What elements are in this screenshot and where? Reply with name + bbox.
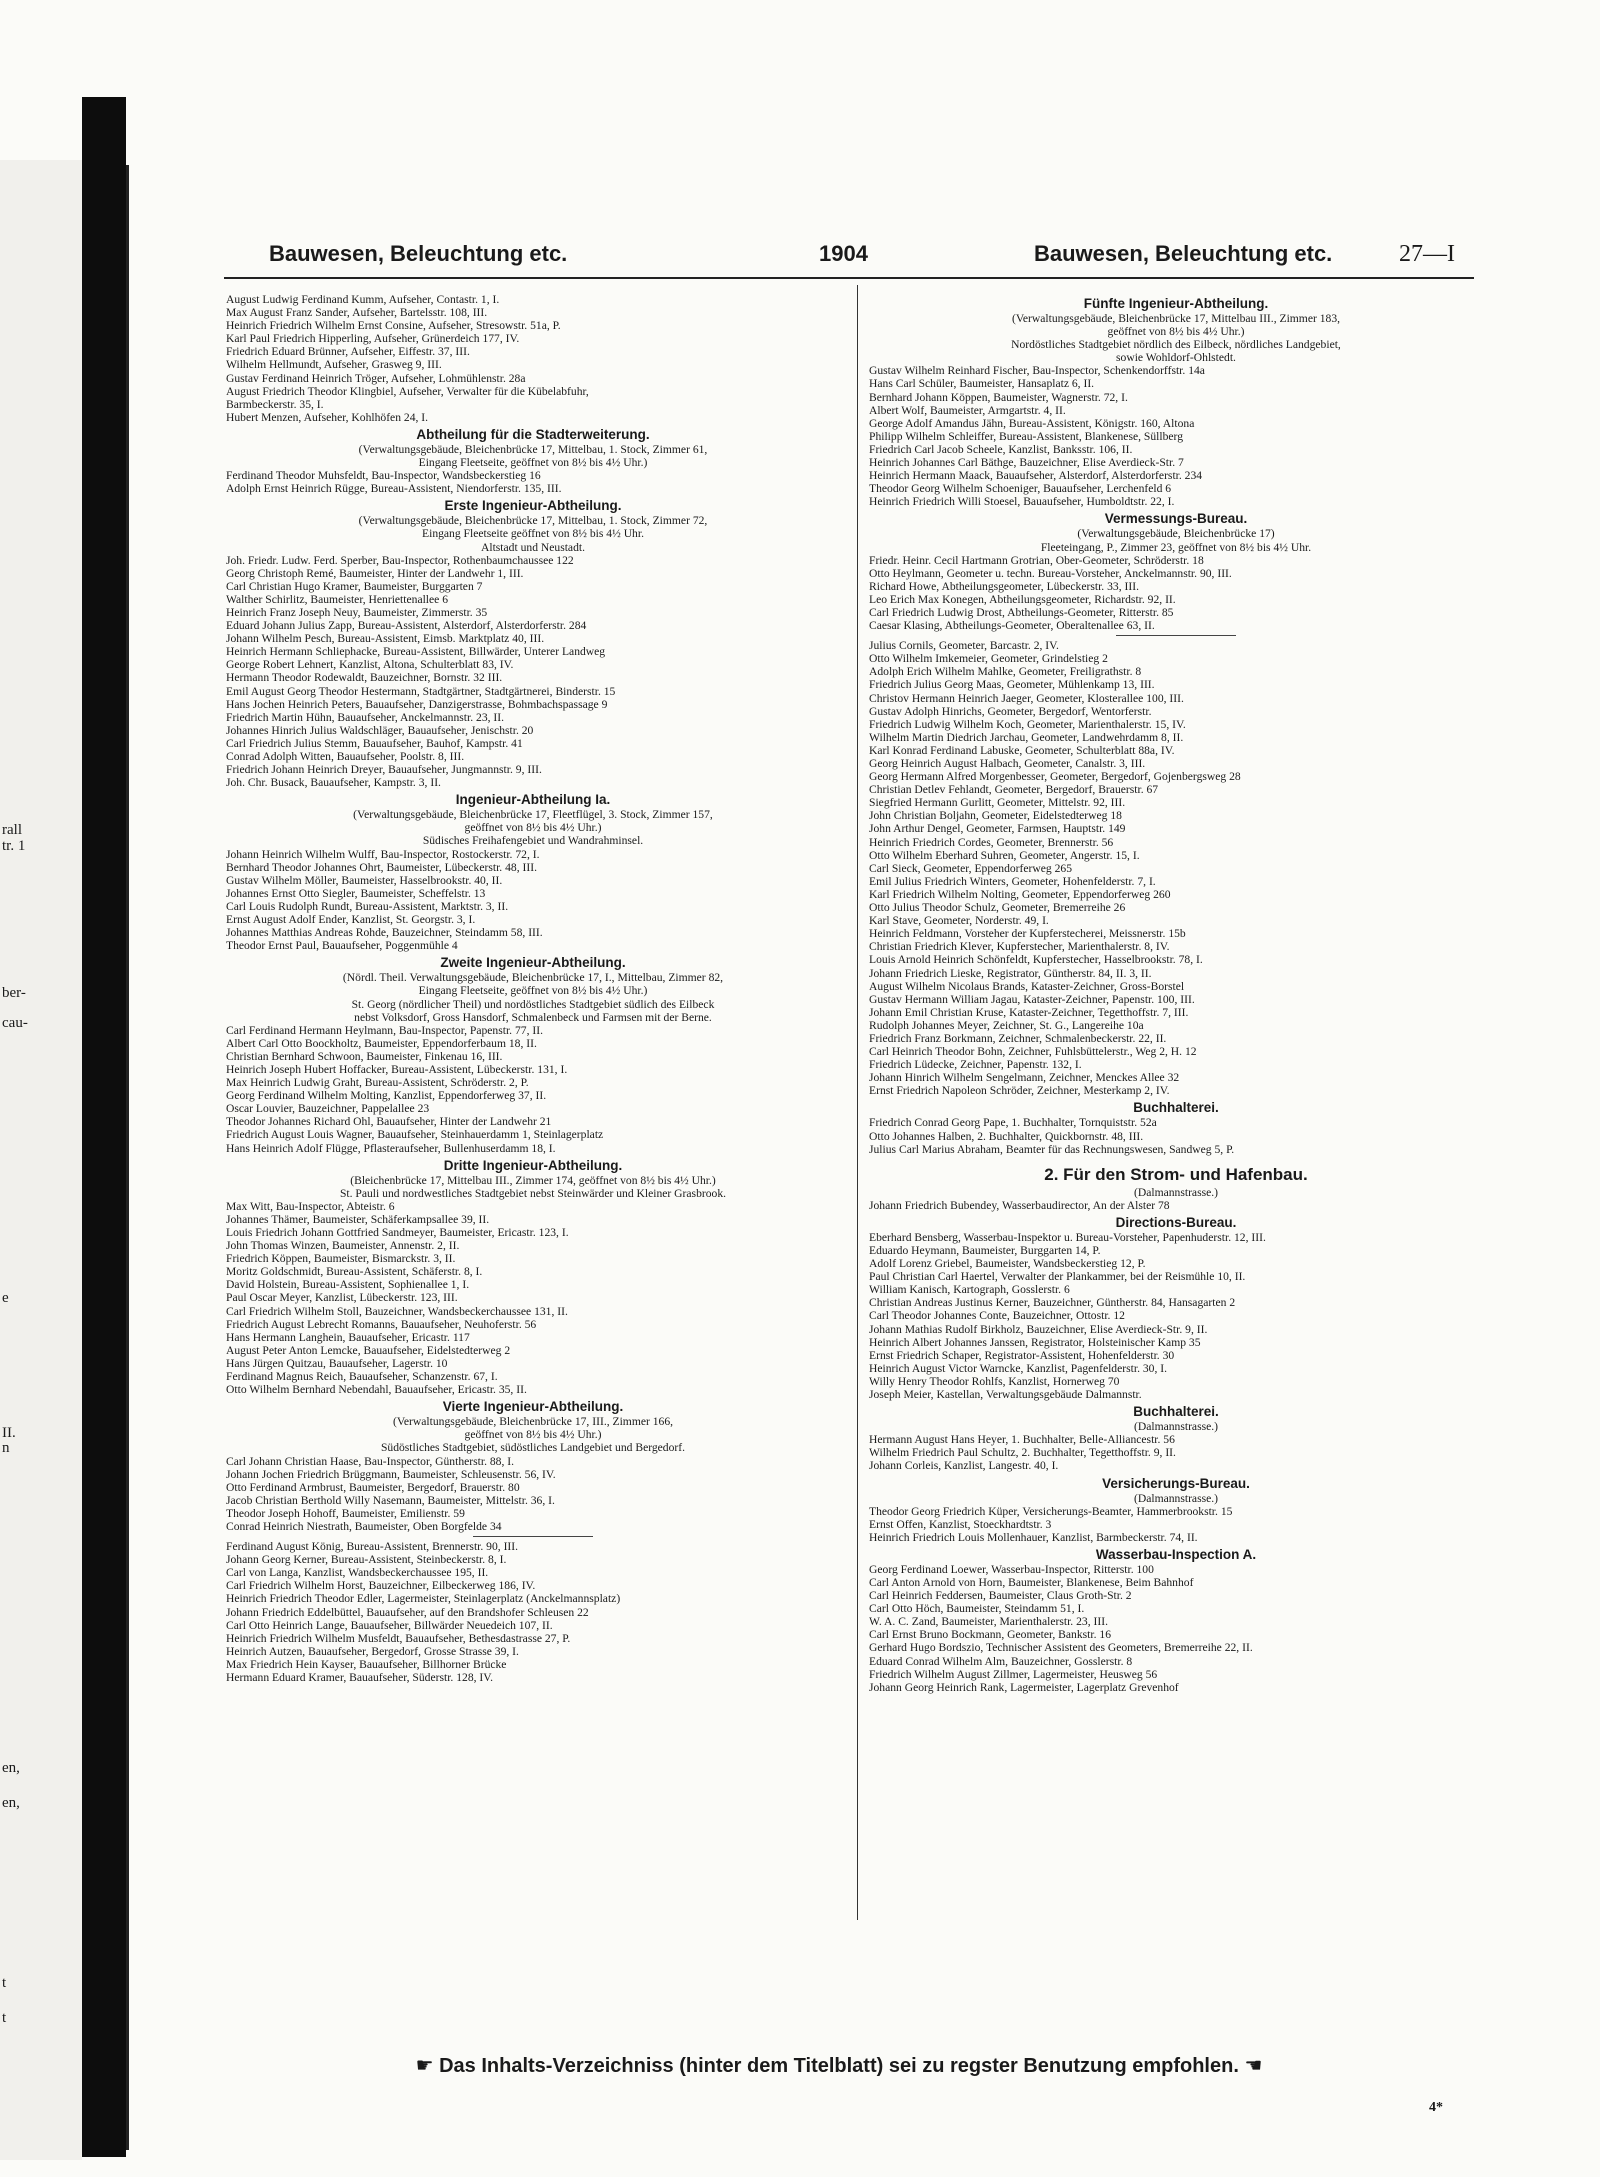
- directory-entry: Heinrich Autzen, Bauaufseher, Bergedorf, Grosse Strasse 39, I.: [226, 1644, 519, 1658]
- directory-entry: Wilhelm Friedrich Paul Schultz, 2. Buchhalter, Tegetthoffstr. 9, II.: [869, 1446, 1176, 1460]
- directory-entry: Christian Andreas Justinus Kerner, Bauzeichner, Güntherstr. 84, Hansagarten 2: [869, 1296, 1236, 1310]
- directory-entry: Georg Ferdinand Wilhelm Molting, Kanzlist, Eppendorferweg 37, II.: [226, 1089, 547, 1103]
- directory-entry: Johannes Thämer, Baumeister, Schäferkampsallee 39, II.: [226, 1212, 490, 1226]
- directory-entry: Siegfried Hermann Gurlitt, Geometer, Mittelstr. 92, III.: [869, 796, 1126, 810]
- section-note: Eingang Fleetseite, geöffnet von 8½ bis 4½ Uhr.): [418, 456, 648, 470]
- section-note: Eingang Fleetseite geöffnet von 8½ bis 4½ Uhr.: [422, 527, 644, 541]
- running-header: [129, 241, 1549, 275]
- directory-entry: Eduardo Heymann, Baumeister, Burggarten 14, P.: [869, 1244, 1101, 1257]
- directory-entry: Barmbeckerstr. 35, I.: [226, 397, 324, 411]
- directory-entry: Friedrich Wilhelm August Zillmer, Lagermeister, Heusweg 56: [869, 1667, 1158, 1681]
- directory-entry: Joh. Friedr. Ludw. Ferd. Sperber, Bau-Inspector, Rothenbaumchaussee 122: [226, 553, 574, 567]
- directory-entry: Johann Georg Heinrich Rank, Lagermeister, Lagerplatz Grevenhof: [869, 1680, 1179, 1694]
- directory-entry: Hermann Eduard Kramer, Bauaufseher, Süderstr. 128, IV.: [226, 1671, 494, 1684]
- directory-entry: Willy Henry Theodor Rohlfs, Kanzlist, Hornerweg 70: [869, 1374, 1120, 1388]
- directory-entry: Carl von Langa, Kanzlist, Wandsbeckerchaussee 195, II.: [226, 1566, 489, 1580]
- directory-entry: Johannes Hinrich Julius Waldschläger, Bauaufseher, Jenischstr. 20: [226, 723, 534, 737]
- directory-entry: Otto Julius Theodor Schulz, Geometer, Bremerreihe 26: [869, 901, 1126, 915]
- directory-entry: Heinrich Franz Joseph Neuy, Baumeister, Zimmerstr. 35: [226, 605, 488, 619]
- directory-entry: Hermann Theodor Rodewaldt, Bauzeichner, Bornstr. 32 III.: [226, 671, 503, 685]
- directory-entry: Bernhard Theodor Johannes Ohrt, Baumeister, Lübeckerstr. 48, III.: [226, 860, 537, 874]
- directory-entry: Johann Georg Kerner, Bureau-Assistent, Steinbeckerstr. 8, I.: [226, 1553, 507, 1567]
- section-heading: Dritte Ingenieur-Abtheilung.: [443, 1157, 623, 1173]
- directory-entry: Gustav Hermann William Jagau, Kataster-Zeichner, Papenstr. 100, III.: [869, 992, 1195, 1006]
- directory-entry: Johann Friedrich Bubendey, Wasserbaudirector, An der Alster 78: [869, 1198, 1170, 1212]
- directory-entry: Ferdinand August König, Bureau-Assistent, Brennerstr. 90, III.: [226, 1540, 519, 1554]
- directory-entry: Otto Johannes Halben, 2. Buchhalter, Quickbornstr. 48, III.: [869, 1129, 1144, 1143]
- directory-entry: Wilhelm Martin Diedrich Jarchau, Geometer, Landwehrdamm 8, II.: [869, 730, 1184, 744]
- directory-entry: Max Heinrich Ludwig Graht, Bureau-Assistent, Schröderstr. 2, P.: [226, 1076, 529, 1090]
- header-page-number: 27—I: [1399, 241, 1455, 267]
- section-note: Fleeteingang, P., Zimmer 23, geöffnet von 8½ bis 4½ Uhr.: [1040, 540, 1312, 554]
- facing-page-fragment: t: [2, 1975, 7, 1991]
- section-note: geöffnet von 8½ bis 4½ Uhr.): [1107, 325, 1245, 339]
- section-note: (Dalmannstrasse.): [1133, 1420, 1219, 1434]
- directory-entry: Jacob Christian Berthold Willy Nasemann, Baumeister, Mittelstr. 36, I.: [226, 1493, 555, 1507]
- directory-entry: Carl Ernst Bruno Bockmann, Geometer, Bankstr. 16: [869, 1628, 1111, 1642]
- directory-entry: August Friedrich Theodor Klingbiel, Aufseher, Verwalter für die Kübelabfuhr,: [226, 384, 589, 398]
- directory-entry: George Robert Lehnert, Kanzlist, Altona, Schulterblatt 83, IV.: [226, 658, 514, 672]
- directory-entry: Johann Friedrich Eddelbüttel, Bauaufseher, auf den Brandshofer Schleusen 22: [226, 1605, 589, 1619]
- directory-entry: Johann Wilhelm Pesch, Bureau-Assistent, Eimsb. Marktplatz 40, III.: [226, 632, 545, 646]
- directory-entry: Heinrich Hermann Maack, Bauaufseher, Alsterdorf, Alsterdorferstr. 234: [869, 469, 1203, 483]
- directory-entry: Gustav Wilhelm Möller, Baumeister, Hasselbrookstr. 40, II.: [226, 873, 503, 887]
- directory-entry: Julius Cornils, Geometer, Barcastr. 2, IV.: [869, 639, 1059, 653]
- directory-entry: Rudolph Johannes Meyer, Zeichner, St. G., Langereihe 10a: [869, 1018, 1144, 1032]
- directory-entry: Otto Wilhelm Bernhard Nebendahl, Bauaufseher, Ericastr. 35, II.: [226, 1383, 527, 1397]
- directory-entry: Heinrich Johannes Carl Bäthge, Bauzeichner, Elise Averdieck-Str. 7: [869, 456, 1184, 470]
- header-rule: [224, 277, 1474, 279]
- pointing-hand-right-icon: ☛: [415, 2055, 434, 2077]
- directory-entry: Emil August Georg Theodor Hestermann, Stadtgärtner, Stadtgärtnerei, Binderstr. 15: [226, 684, 616, 698]
- directory-entry: Heinrich Friedrich Wilhelm Musfeldt, Bauaufseher, Bethesdastrasse 27, P.: [226, 1631, 571, 1645]
- directory-entry: Carl Heinrich Theodor Bohn, Zeichner, Fuhlsbüttelerstr., Weg 2, H. 12: [869, 1045, 1197, 1059]
- directory-entry: Heinrich Friedrich Theodor Edler, Lagermeister, Steinlagerplatz (Anckelmannsplatz): [226, 1592, 621, 1606]
- column-divider: [857, 285, 858, 1920]
- directory-entry: Gustav Ferdinand Heinrich Tröger, Aufseher, Lohmühlenstr. 28a: [226, 371, 526, 385]
- directory-entry: Friedrich Carl Jacob Scheele, Kanzlist, Banksstr. 106, II.: [869, 442, 1133, 456]
- directory-entry: Ernst August Adolf Ender, Kanzlist, St. Georgstr. 3, I.: [226, 913, 476, 927]
- section-heading: Ingenieur-Abtheilung Ia.: [455, 792, 611, 808]
- directory-entry: Gustav Adolph Hinrichs, Geometer, Bergedorf, Wentorferstr.: [869, 704, 1152, 718]
- directory-entry: Joseph Meier, Kastellan, Verwaltungsgebäude Dalmannstr.: [869, 1388, 1142, 1402]
- directory-entry: Max Witt, Bau-Inspector, Abteistr. 6: [226, 1199, 395, 1213]
- directory-entry: Heinrich Friedrich Willi Stoesel, Bauaufseher, Humboldtstr. 22, I.: [869, 495, 1175, 509]
- directory-entry: Louis Friedrich Johann Gottfried Sandmeyer, Baumeister, Ericastr. 123, I.: [226, 1226, 569, 1239]
- directory-entry: Max Friedrich Hein Kayser, Bauaufseher, Billhorner Brücke: [226, 1657, 507, 1671]
- directory-entry: W. A. C. Zand, Baumeister, Marienthalerstr. 23, III.: [869, 1615, 1108, 1629]
- directory-entry: Carl Theodor Johannes Conte, Bauzeichner, Ottostr. 12: [869, 1309, 1125, 1323]
- directory-entry: Friedrich August Louis Wagner, Bauaufseher, Steinhauerdamm 1, Steinlagerplatz: [226, 1128, 604, 1142]
- section-heading: Abtheilung für die Stadterweiterung.: [416, 426, 650, 442]
- section-heading: Directions-Bureau.: [1115, 1214, 1237, 1230]
- directory-entry: Friedrich Julius Georg Maas, Geometer, Mühlenkamp 13, III.: [869, 678, 1155, 692]
- directory-entry: Louis Arnold Heinrich Schönfeldt, Kupferstecher, Hasselbrookstr. 78, I.: [869, 953, 1203, 967]
- directory-entry: Friedrich Martin Hühn, Bauaufseher, Anckelmannstr. 23, II.: [226, 710, 505, 724]
- directory-entry: Johann Corleis, Kanzlist, Langestr. 40, I.: [869, 1459, 1059, 1473]
- directory-entry: Friedrich August Lebrecht Romanns, Bauaufseher, Neuhoferstr. 56: [226, 1317, 537, 1331]
- section-heading: Vermessungs-Bureau.: [1104, 511, 1248, 527]
- section-note: Eingang Fleetseite, geöffnet von 8½ bis 4½ Uhr.): [418, 984, 648, 998]
- directory-entry: David Holstein, Bureau-Assistent, Sophienallee 1, I.: [226, 1278, 470, 1292]
- directory-entry: Moritz Goldschmidt, Bureau-Assistent, Schäferstr. 8, I.: [226, 1265, 483, 1279]
- directory-entry: Carl Otto Höch, Baumeister, Steindamm 51, I.: [869, 1602, 1085, 1616]
- directory-entry: Carl Heinrich Feddersen, Baumeister, Claus Groth-Str. 2: [869, 1589, 1132, 1603]
- directory-entry: Philipp Wilhelm Schleiffer, Bureau-Assistent, Blankenese, Süllberg: [869, 429, 1183, 443]
- directory-entry: Ferdinand Theodor Muhsfeldt, Bau-Inspector, Wandsbeckerstieg 16: [226, 469, 541, 483]
- directory-entry: Conrad Heinrich Niestrath, Baumeister, Oben Borgfelde 34: [226, 1519, 502, 1533]
- directory-entry: Karl Paul Friedrich Hipperling, Aufseher, Grünerdeich 177, IV.: [226, 332, 520, 346]
- directory-entry: Eduard Johann Julius Zapp, Bureau-Assistent, Alsterdorf, Alsterdorferstr. 284: [226, 619, 587, 633]
- directory-entry: Ernst Friedrich Schaper, Registrator-Assistent, Hohenfelderstr. 30: [869, 1348, 1175, 1362]
- directory-entry: Johann Heinrich Wilhelm Wulff, Bau-Inspector, Rostockerstr. 72, I.: [226, 847, 540, 861]
- directory-entry: Johann Friedrich Lieske, Registrator, Güntherstr. 84, II. 3, II.: [869, 966, 1152, 980]
- directory-entry: Heinrich Hermann Schliephacke, Bureau-Assistent, Billwärder, Unterer Landweg: [226, 645, 606, 659]
- directory-entry: Georg Hermann Alfred Morgenbesser, Geometer, Bergedorf, Gojenbergsweg 28: [869, 770, 1241, 784]
- section-note: (Verwaltungsgebäude, Bleichenbrücke 17, III., Zimmer 166,: [392, 1415, 674, 1429]
- section-note: (Nördl. Theil. Verwaltungsgebäude, Bleichenbrücke 17, I., Mittelbau, Zimmer 82,: [342, 971, 724, 985]
- header-year: 1904: [819, 241, 868, 266]
- directory-entry: Adolf Lorenz Griebel, Baumeister, Wandsbeckerstieg 12, P.: [869, 1257, 1146, 1271]
- directory-entry: Ernst Offen, Kanzlist, Stoeckhardtstr. 3: [869, 1517, 1052, 1531]
- section-note: St. Pauli und nordwestliches Stadtgebiet nebst Steinwärder und Kleiner Grasbrook.: [339, 1186, 727, 1200]
- directory-entry: Ferdinand Magnus Reich, Bauaufseher, Schanzenstr. 67, I.: [226, 1370, 498, 1384]
- directory-entry: Heinrich Friedrich Wilhelm Ernst Consine, Aufseher, Stresowstr. 51a, P.: [226, 319, 561, 333]
- directory-entry: Johannes Matthias Andreas Rohde, Bauzeichner, Steindamm 58, III.: [226, 926, 543, 940]
- directory-entry: Carl Johann Christian Haase, Bau-Inspector, Güntherstr. 88, I.: [226, 1454, 515, 1468]
- directory-entry: Hans Heinrich Adolf Flügge, Pflasteraufseher, Bullenhuserdamm 18, I.: [226, 1141, 556, 1155]
- directory-entry: Albert Wolf, Baumeister, Armgartstr. 4, II.: [869, 403, 1066, 417]
- section-note: (Dalmannstrasse.): [1133, 1491, 1219, 1505]
- section-note: Altstadt und Neustadt.: [480, 540, 585, 554]
- section-heading: Buchhalterei.: [1133, 1100, 1219, 1116]
- directory-entry: William Kanisch, Kartograph, Gosslerstr. 6: [869, 1283, 1070, 1297]
- section-note: (Dalmannstrasse.): [1133, 1185, 1219, 1199]
- directory-entry: John Arthur Dengel, Geometer, Farmsen, Hauptstr. 149: [869, 822, 1126, 836]
- directory-entry: Conrad Adolph Witten, Bauaufseher, Poolstr. 8, III.: [226, 750, 465, 763]
- directory-entry: Georg Ferdinand Loewer, Wasserbau-Inspector, Ritterstr. 100: [869, 1562, 1154, 1576]
- directory-entry: John Thomas Winzen, Baumeister, Annenstr. 2, II.: [226, 1239, 460, 1253]
- directory-entry: Carl Friedrich Wilhelm Horst, Bauzeichner, Eilbeckerweg 186, IV.: [226, 1579, 536, 1593]
- directory-entry: Theodor Joseph Hohoff, Baumeister, Emilienstr. 59: [226, 1506, 465, 1520]
- directory-entry: Theodor Georg Friedrich Küper, Versicherungs-Beamter, Hammerbrookstr. 15: [869, 1504, 1233, 1518]
- directory-entry: Georg Heinrich August Halbach, Geometer, Canalstr. 3, III.: [869, 757, 1146, 770]
- directory-entry: Heinrich Joseph Hubert Hoffacker, Bureau-Assistent, Lübeckerstr. 131, I.: [226, 1062, 568, 1076]
- directory-entry: Heinrich August Victor Warncke, Kanzlist, Pagenfelderstr. 30, I.: [869, 1361, 1168, 1375]
- section-note: (Bleichenbrücke 17, Mittelbau III., Zimmer 174, geöffnet von 8½ bis 4½ Uhr.): [350, 1173, 716, 1187]
- directory-entry: Paul Oscar Meyer, Kanzlist, Lübeckerstr. 123, III.: [226, 1291, 458, 1305]
- facing-page-fragment: e: [2, 1290, 9, 1306]
- directory-entry: Hans Jochen Heinrich Peters, Bauaufseher, Danzigerstrasse, Bohmbachspassage 9: [226, 697, 608, 711]
- facing-page-fragment: rall: [2, 822, 22, 838]
- section-heading: Buchhalterei.: [1133, 1404, 1219, 1420]
- directory-entry: Friedrich Eduard Brünner, Aufseher, Eiffestr. 37, III.: [226, 345, 470, 359]
- directory-entry: Christian Detlev Fehlandt, Geometer, Bergedorf, Brauerstr. 67: [869, 783, 1159, 797]
- facing-page-fragment: II.: [2, 1425, 16, 1441]
- footer-notice: [129, 2053, 1549, 2078]
- section-heading: Wasserbau-Inspection A.: [1095, 1546, 1257, 1562]
- directory-entry: Oscar Louvier, Bauzeichner, Pappelallee 23: [226, 1102, 430, 1116]
- directory-entry: Eduard Conrad Wilhelm Alm, Bauzeichner, Gosslerstr. 8: [869, 1654, 1133, 1668]
- directory-entry: Joh. Chr. Busack, Bauaufseher, Kampstr. 3, II.: [226, 776, 441, 790]
- directory-page: [126, 165, 1549, 2150]
- directory-entry: John Christian Boljahn, Geometer, Eidelstedterweg 18: [869, 809, 1122, 823]
- main-section-heading: 2. Für den Strom- und Hafenbau.: [1044, 1164, 1308, 1184]
- directory-entry: Walther Schirlitz, Baumeister, Henriettenallee 6: [226, 592, 449, 606]
- directory-entry: Heinrich Albert Johannes Janssen, Registrator, Holsteinischer Kamp 35: [869, 1335, 1201, 1349]
- directory-entry: Hubert Menzen, Aufseher, Kohlhöfen 24, I.: [226, 410, 429, 424]
- pointing-hand-left-icon: ☚: [1244, 2055, 1263, 2077]
- directory-entry: Hermann August Hans Heyer, 1. Buchhalter, Belle-Alliancestr. 56: [869, 1433, 1175, 1447]
- directory-entry: Johann Hinrich Wilhelm Sengelmann, Zeichner, Menckes Allee 32: [869, 1071, 1180, 1085]
- left-column: [226, 293, 840, 1684]
- directory-entry: Friedrich Köppen, Baumeister, Bismarckstr. 3, II.: [226, 1252, 456, 1266]
- directory-entry: Otto Ferdinand Armbrust, Baumeister, Bergedorf, Brauerstr. 80: [226, 1480, 520, 1494]
- facing-page-fragment: en,: [2, 1760, 20, 1776]
- directory-entry: Carl Friedrich Wilhelm Stoll, Bauzeichner, Wandsbeckerchaussee 131, II.: [226, 1304, 568, 1318]
- section-note: Nordöstliches Stadtgebiet nördlich des Eilbeck, nördliches Landgebiet,: [1011, 338, 1341, 352]
- signature-mark: 4*: [1429, 2100, 1443, 2115]
- directory-entry: Christian Friedrich Klever, Kupferstecher, Marienthalerstr. 8, IV.: [869, 940, 1170, 954]
- directory-entry: August Wilhelm Nicolaus Brands, Kataster-Zeichner, Gross-Borstel: [869, 979, 1185, 993]
- directory-entry: Otto Heylmann, Geometer u. techn. Bureau-Vorsteher, Anckelmannstr. 90, III.: [869, 566, 1232, 580]
- directory-entry: Heinrich Feldmann, Vorsteher der Kupferstecherei, Meissnerstr. 15b: [869, 927, 1186, 941]
- section-note: nebst Volksdorf, Gross Hansdorf, Schmalenbeck und Farmsen mit der Berne.: [354, 1010, 712, 1024]
- directory-entry: Friedrich Lüdecke, Zeichner, Papenstr. 132, I.: [869, 1058, 1082, 1072]
- directory-entry: Friedr. Heinr. Cecil Hartmann Grotrian, Ober-Geometer, Schröderstr. 18: [869, 553, 1204, 567]
- section-note: (Verwaltungsgebäude, Bleichenbrücke 17, Mittelbau, 1. Stock, Zimmer 72,: [358, 514, 708, 528]
- directory-entry: Friedrich Conrad Georg Pape, 1. Buchhalter, Tornquiststr. 52a: [869, 1116, 1157, 1130]
- section-heading: Erste Ingenieur-Abtheilung.: [444, 498, 622, 514]
- directory-entry: Otto Wilhelm Eberhard Suhren, Geometer, Angerstr. 15, I.: [869, 848, 1140, 862]
- directory-entry: Karl Konrad Ferdinand Labuske, Geometer, Schulterblatt 88a, IV.: [869, 743, 1175, 757]
- directory-entry: Johann Jochen Friedrich Brüggmann, Baumeister, Schleusenstr. 56, IV.: [226, 1467, 556, 1481]
- directory-entry: Heinrich Friedrich Cordes, Geometer, Brennerstr. 56: [869, 835, 1114, 849]
- directory-entry: Friedrich Ludwig Wilhelm Koch, Geometer, Marienthalerstr. 15, IV.: [869, 717, 1186, 731]
- directory-entry: Johannes Ernst Otto Siegler, Baumeister, Scheffelstr. 13: [226, 886, 486, 900]
- directory-entry: Theodor Georg Wilhelm Schoeniger, Bauaufseher, Lerchenfeld 6: [869, 482, 1172, 496]
- section-note: geöffnet von 8½ bis 4½ Uhr.): [464, 821, 602, 835]
- directory-entry: Richard Howe, Abtheilungsgeometer, Lübeckerstr. 33, III.: [869, 579, 1139, 593]
- directory-entry: August Peter Anton Lemcke, Bauaufseher, Eidelstedterweg 2: [226, 1343, 511, 1357]
- section-note: Südisches Freihafengebiet und Wandrahminsel.: [422, 834, 644, 848]
- section-separator: [1116, 635, 1236, 636]
- facing-page-fragment: cau-: [2, 1015, 28, 1031]
- section-note: sowie Wohldorf-Ohlstedt.: [1116, 351, 1236, 365]
- directory-entry: Emil Julius Friedrich Winters, Geometer, Hohenfelderstr. 7, I.: [869, 874, 1156, 888]
- directory-entry: Carl Friedrich Julius Stemm, Bauaufseher, Bauhof, Kampstr. 41: [226, 736, 523, 750]
- directory-entry: Wilhelm Hellmundt, Aufseher, Grasweg 9, III.: [226, 358, 442, 372]
- directory-entry: Albert Carl Otto Boockholtz, Baumeister, Eppendorferbaum 18, II.: [226, 1036, 537, 1050]
- directory-entry: Georg Christoph Remé, Baumeister, Hinter der Landwehr 1, III.: [226, 566, 524, 580]
- directory-entry: Heinrich Friedrich Louis Mollenhauer, Kanzlist, Barmbeckerstr. 74, II.: [869, 1530, 1198, 1544]
- footer-text: Das Inhalts-Verzeichniss (hinter dem Titelblatt) sei zu regster Benutzung empfohlen.: [439, 2055, 1239, 2077]
- directory-entry: Carl Sieck, Geometer, Eppendorferweg 265: [869, 861, 1072, 875]
- section-heading: Zweite Ingenieur-Abtheilung.: [440, 955, 626, 971]
- directory-entry: Christian Bernhard Schwoon, Baumeister, Finkenau 16, III.: [226, 1049, 503, 1063]
- section-note: (Verwaltungsgebäude, Bleichenbrücke 17, Fleetflügel, 3. Stock, Zimmer 157,: [353, 808, 713, 822]
- directory-entry: Max August Franz Sander, Aufseher, Bartelsstr. 108, III.: [226, 306, 488, 320]
- directory-entry: Karl Friedrich Wilhelm Nolting, Geometer, Eppendorferweg 260: [869, 887, 1171, 901]
- directory-entry: Carl Friedrich Ludwig Drost, Abtheilungs-Geometer, Ritterstr. 85: [869, 605, 1174, 619]
- directory-entry: Gustav Wilhelm Reinhard Fischer, Bau-Inspector, Schenkendorffstr. 14a: [869, 364, 1205, 378]
- directory-entry: Theodor Ernst Paul, Bauaufseher, Poggenmühle 4: [226, 939, 458, 953]
- directory-entry: Otto Wilhelm Imkemeier, Geometer, Grindelstieg 2: [869, 652, 1108, 666]
- facing-page-fragment: en,: [2, 1795, 20, 1811]
- directory-entry: Johann Emil Christian Kruse, Kataster-Zeichner, Tegetthoffstr. 7, III.: [869, 1005, 1189, 1019]
- directory-entry: Hans Carl Schüler, Baumeister, Hansaplatz 6, II.: [869, 377, 1095, 391]
- directory-entry: Carl Otto Heinrich Lange, Bauaufseher, Billwärder Neuedeich 107, II.: [226, 1618, 553, 1632]
- section-note: Südöstliches Stadtgebiet, südöstliches Landgebiet und Bergedorf.: [380, 1441, 686, 1455]
- header-left-title: Bauwesen, Beleuchtung etc.: [269, 241, 568, 266]
- directory-entry: Carl Louis Rudolph Rundt, Bureau-Assistent, Marktstr. 3, II.: [226, 899, 509, 913]
- directory-entry: Eberhard Bensberg, Wasserbau-Inspektor u. Bureau-Vorsteher, Papenhuderstr. 12, III.: [869, 1230, 1266, 1244]
- directory-entry: Ernst Friedrich Napoleon Schröder, Zeichner, Mesterkamp 2, IV.: [869, 1084, 1170, 1098]
- directory-entry: Leo Erich Max Konegen, Abtheilungsgeometer, Richardstr. 92, II.: [869, 592, 1176, 606]
- section-heading: Vierte Ingenieur-Abtheilung.: [442, 1399, 624, 1415]
- section-heading: Versicherungs-Bureau.: [1102, 1475, 1250, 1491]
- right-column: [869, 293, 1483, 1694]
- facing-page-fragment: t: [2, 2010, 7, 2026]
- directory-entry: George Adolf Amandus Jähn, Bureau-Assistent, Königstr. 160, Altona: [869, 416, 1195, 430]
- directory-entry: Christov Hermann Heinrich Jaeger, Geometer, Klosterallee 100, III.: [869, 691, 1184, 705]
- facing-page-fragment: n: [2, 1440, 10, 1456]
- book-gutter: [82, 97, 126, 2157]
- facing-page-fragment: ber-: [2, 985, 26, 1001]
- directory-entry: Gerhard Hugo Bordszio, Technischer Assistent des Geometers, Bremerreihe 22, II.: [869, 1641, 1253, 1655]
- directory-entry: Theodor Johannes Richard Ohl, Bauaufseher, Hinter der Landwehr 21: [226, 1115, 552, 1129]
- directory-entry: Friedrich Johann Heinrich Dreyer, Bauaufseher, Jungmannstr. 9, III.: [226, 763, 542, 777]
- directory-entry: Karl Stave, Geometer, Norderstr. 49, I.: [869, 914, 1049, 928]
- directory-entry: Hans Jürgen Quitzau, Bauaufseher, Lagerstr. 10: [226, 1356, 448, 1370]
- facing-page-fragment: tr. 1: [2, 838, 26, 854]
- directory-entry: Bernhard Johann Köppen, Baumeister, Wagnerstr. 72, I.: [869, 390, 1128, 404]
- directory-entry: Hans Hermann Langhein, Bauaufseher, Ericastr. 117: [226, 1330, 470, 1344]
- section-note: (Verwaltungsgebäude, Bleichenbrücke 17, Mittelbau, 1. Stock, Zimmer 61,: [358, 442, 708, 456]
- section-heading: Fünfte Ingenieur-Abtheilung.: [1083, 296, 1269, 311]
- section-separator: [473, 1536, 593, 1537]
- directory-entry: Carl Christian Hugo Kramer, Baumeister, Burggarten 7: [226, 579, 483, 593]
- directory-entry: Julius Carl Marius Abraham, Beamter für das Rechnungswesen, Sandweg 5, P.: [869, 1142, 1235, 1156]
- directory-entry: Caesar Klasing, Abtheilungs-Geometer, Oberaltenallee 63, II.: [869, 619, 1155, 633]
- directory-entry: August Ludwig Ferdinand Kumm, Aufseher, Contastr. 1, I.: [226, 293, 500, 306]
- directory-entry: Paul Christian Carl Haertel, Verwalter der Plankammer, bei der Reismühle 10, II.: [869, 1270, 1246, 1284]
- section-note: (Verwaltungsgebäude, Bleichenbrücke 17, Mittelbau III., Zimmer 183,: [1011, 312, 1341, 325]
- directory-entry: Adolph Ernst Heinrich Rügge, Bureau-Assistent, Niendorferstr. 135, III.: [226, 482, 562, 496]
- directory-entry: Carl Ferdinand Hermann Heylmann, Bau-Inspector, Papenstr. 77, II.: [226, 1023, 543, 1037]
- section-note: St. Georg (nördlicher Theil) und nordöstliches Stadtgebiet südlich des Eilbeck: [351, 997, 715, 1011]
- facing-page-edge: [0, 0, 82, 2177]
- directory-entry: Adolph Erich Wilhelm Mahlke, Geometer, Freiligrathstr. 8: [869, 665, 1142, 679]
- header-right-title: Bauwesen, Beleuchtung etc.: [1034, 241, 1333, 266]
- section-note: (Verwaltungsgebäude, Bleichenbrücke 17): [1077, 527, 1275, 541]
- directory-entry: Johann Mathias Rudolf Birkholz, Bauzeichner, Elise Averdieck-Str. 9, II.: [869, 1322, 1208, 1336]
- section-note: geöffnet von 8½ bis 4½ Uhr.): [464, 1428, 602, 1442]
- directory-entry: Friedrich Franz Borkmann, Zeichner, Schmalenbeckerstr. 22, II.: [869, 1031, 1167, 1045]
- directory-entry: Carl Anton Arnold von Horn, Baumeister, Blankenese, Beim Bahnhof: [869, 1575, 1194, 1589]
